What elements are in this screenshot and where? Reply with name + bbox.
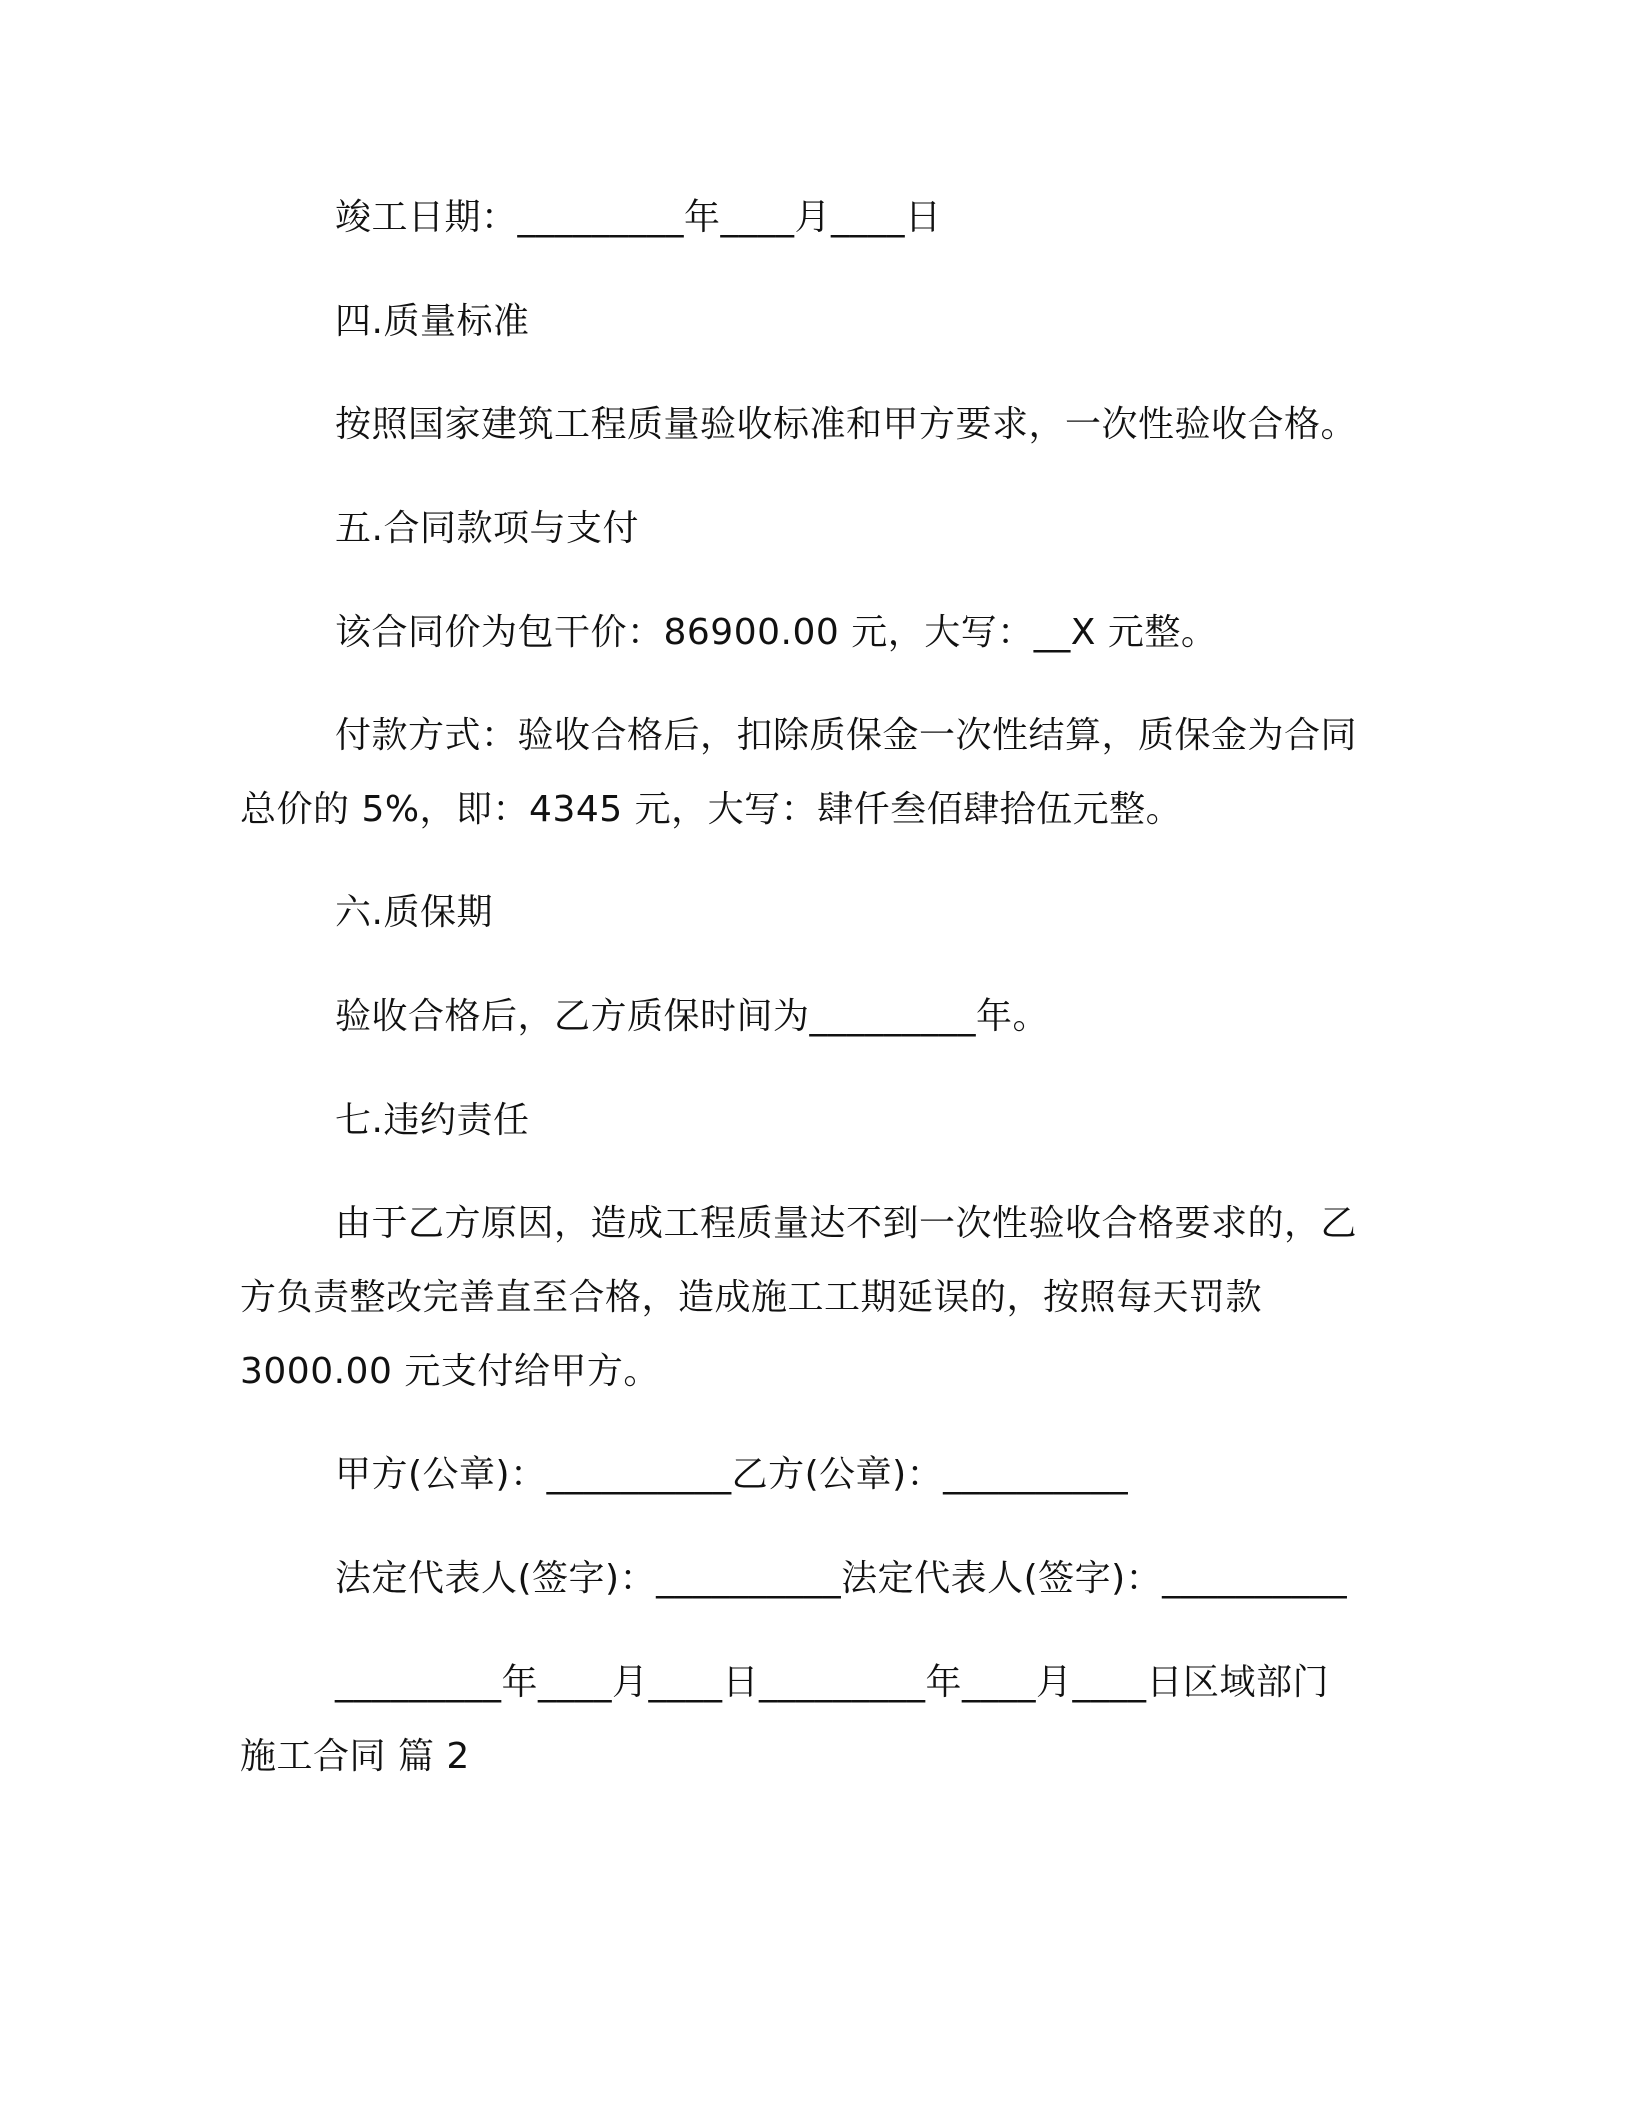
next-section-title: 施工合同 篇 2	[240, 1736, 470, 1777]
party-seal-line: 甲方(公章)：__________乙方(公章)：__________	[335, 1454, 1129, 1495]
quality-standard-text: 按照国家建筑工程质量验收标准和甲方要求，一次性验收合格。	[335, 404, 1358, 445]
signature-date-line: _________年____月____日_________年____月____日区域部门	[335, 1662, 1330, 1703]
warranty-period-text: 验收合格后，乙方质保时间为_________年。	[335, 996, 1050, 1037]
liability-line-3: 3000.00 元支付给甲方。	[240, 1351, 660, 1392]
section-heading-warranty: 六.质保期	[335, 892, 493, 933]
section-heading-liability: 七.违约责任	[335, 1100, 530, 1141]
payment-method-line-2: 总价的 5%，即：4345 元，大写：肆仟叁佰肆拾伍元整。	[240, 789, 1183, 830]
liability-line-1: 由于乙方原因，造成工程质量达不到一次性验收合格要求的，乙	[335, 1203, 1358, 1244]
payment-method-line-1: 付款方式：验收合格后，扣除质保金一次性结算，质保金为合同	[335, 715, 1358, 756]
contract-price-text: 该合同价为包干价：86900.00 元，大写：__X 元整。	[335, 612, 1218, 653]
legal-rep-signature-line: 法定代表人(签字)：__________法定代表人(签字)：__________	[335, 1558, 1348, 1599]
liability-line-2: 方负责整改完善直至合格，造成施工工期延误的，按照每天罚款	[240, 1277, 1263, 1318]
section-heading-quality: 四.质量标准	[335, 301, 530, 342]
completion-date-line: 竣工日期：_________年____月____日	[335, 197, 942, 238]
section-heading-payment: 五.合同款项与支付	[335, 508, 639, 549]
